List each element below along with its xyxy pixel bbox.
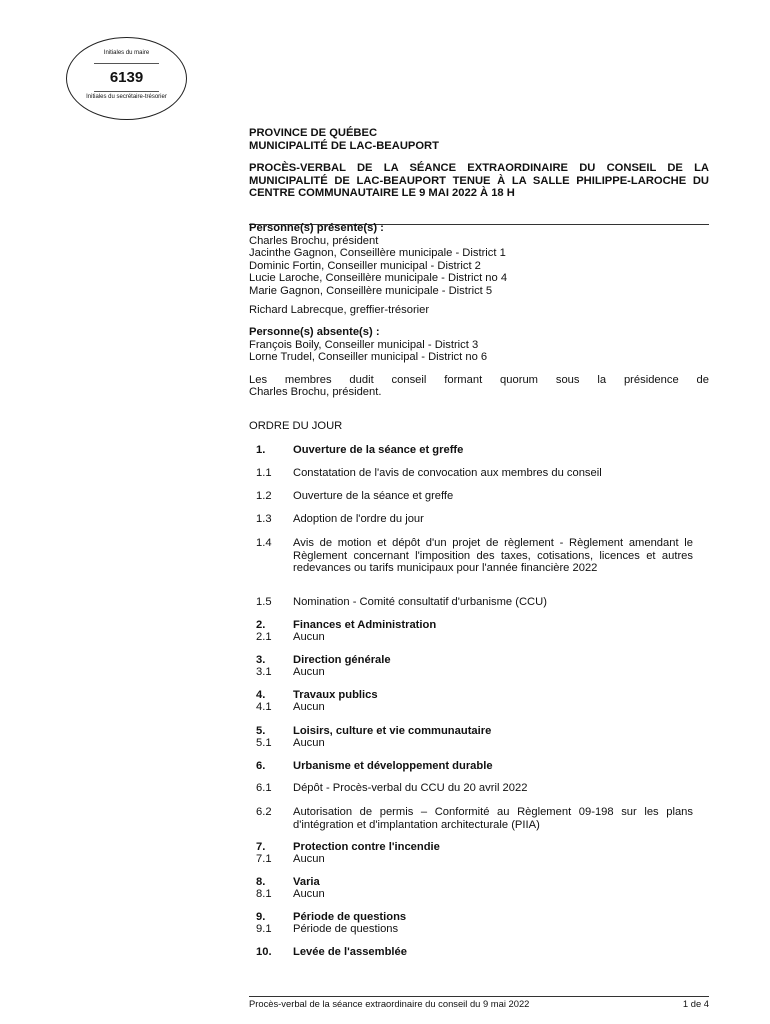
seal-secretary-label: Initiales du secrétaire-trésorier (86, 94, 167, 100)
agenda-item-text: Levée de l'assemblée (293, 946, 407, 958)
agenda-item-number: 9. (256, 911, 266, 923)
municipality-heading: MUNICIPALITÉ DE LAC-BEAUPORT (249, 139, 439, 152)
agenda-item-text: Dépôt - Procès-verbal du CCU du 20 avril 2022 (293, 782, 528, 794)
agenda-item-number: 7.1 (256, 853, 272, 865)
absent-section (249, 326, 709, 364)
agenda-item-number: 5.1 (256, 737, 272, 749)
agenda-item-text: Période de questions (293, 923, 399, 935)
seal-mayor-label: Initiales du maire (103, 50, 150, 56)
present-member: Marie Gagnon, Conseillère municipale - District 5 (249, 284, 493, 297)
initials-seal (66, 37, 187, 120)
agenda-item-text: Aucun (293, 666, 325, 678)
present-section (249, 222, 709, 298)
agenda-item-number: 6.1 (256, 782, 272, 794)
agenda-item-text: Aucun (293, 701, 325, 713)
seal-divider (94, 91, 159, 92)
agenda-item-number: 2.1 (256, 631, 272, 643)
agenda-item-number: 5. (256, 725, 266, 737)
document-header (249, 127, 709, 152)
agenda-item-number: 8. (256, 876, 266, 888)
agenda-item-text: Aucun (293, 853, 325, 865)
footer-page-count: 1 de 4 (682, 998, 709, 1009)
agenda-item-number: 1.1 (256, 467, 272, 479)
present-member: Charles Brochu, président (249, 234, 379, 247)
agenda-item-text: Adoption de l'ordre du jour (293, 513, 424, 525)
agenda-item-number: 9.1 (256, 923, 272, 935)
agenda-item-text: Urbanisme et développement durable (293, 760, 493, 772)
agenda-item-number: 6. (256, 760, 266, 772)
agenda-item-text: Autorisation de permis – Conformité au Règlement 09-198 sur les plans d'intégration et d'implantation architecturale (PIIA) (293, 806, 693, 831)
agenda-item-number: 6.2 (256, 806, 272, 818)
present-member: Dominic Fortin, Conseiller municipal - District 2 (249, 259, 481, 272)
agenda-item-number: 1.3 (256, 513, 272, 525)
agenda-item-text: Varia (293, 876, 320, 888)
agenda-item-number: 1.2 (256, 490, 272, 502)
agenda-item-text: Constatation de l'avis de convocation aux membres du conseil (293, 467, 602, 479)
agenda-item-text: Ouverture de la séance et greffe (293, 490, 454, 502)
agenda-item-text: Période de questions (293, 911, 407, 923)
seal-divider (94, 63, 159, 64)
absent-member: Lorne Trudel, Conseiller municipal - District no 6 (249, 351, 488, 364)
footer-document-title: Procès-verbal de la séance extraordinaire du conseil du 9 mai 2022 (249, 998, 530, 1009)
agenda-item-text: Avis de motion et dépôt d'un projet de règlement - Règlement amendant le Règlement concernant l'imposition des taxes, cotisations, licences et autres redevances ou tarifs municipaux pour l'année financière 2022 (293, 537, 693, 575)
agenda-item-number: 1.5 (256, 596, 272, 608)
agenda-heading: ORDRE DU JOUR (249, 420, 343, 432)
agenda-item-number: 10. (256, 946, 272, 958)
agenda-item-number: 3.1 (256, 666, 272, 678)
agenda-item-number: 1.4 (256, 537, 272, 549)
agenda-item-number: 1. (256, 444, 266, 456)
agenda-item-text: Ouverture de la séance et greffe (293, 444, 464, 456)
agenda-item-text: Loisirs, culture et vie communautaire (293, 725, 492, 737)
agenda-item-text: Protection contre l'incendie (293, 841, 440, 853)
agenda-item-text: Nomination - Comité consultatif d'urbanisme (CCU) (293, 596, 547, 608)
agenda-item-text: Finances et Administration (293, 619, 437, 631)
agenda-item-text: Aucun (293, 737, 325, 749)
province-heading: PROVINCE DE QUÉBEC (249, 127, 378, 139)
clerk-line: Richard Labrecque, greffier-trésorier (249, 304, 430, 316)
quorum-line: Charles Brochu, président. (249, 386, 382, 398)
page-number-stamp: 6139 (109, 69, 144, 86)
agenda-item-number: 4.1 (256, 701, 272, 713)
absent-heading: Personne(s) absente(s) : (249, 326, 380, 338)
agenda-item-text: Aucun (293, 631, 325, 643)
present-member: Jacinthe Gagnon, Conseillère municipale - District 1 (249, 247, 506, 260)
quorum-line: Les membres dudit conseil formant quorum sous la présidence de (249, 374, 709, 386)
document-title: PROCÈS-VERBAL DE LA SÉANCE EXTRAORDINAIRE DU CONSEIL DE LA MUNICIPALITÉ DE LAC-BEAUPORT TENUE À LA SALLE PHILIPPE-LAROCHE DU CENTRE COMMUNAUTAIRE LE 9 MAI 2022 À 18 H (249, 162, 709, 200)
present-heading: Personne(s) présente(s) : (249, 222, 384, 234)
agenda-item-number: 2. (256, 619, 266, 631)
footer-divider (249, 996, 709, 997)
agenda-item-text: Travaux publics (293, 689, 378, 701)
absent-member: François Boily, Conseiller municipal - District 3 (249, 338, 479, 351)
agenda-item-text: Aucun (293, 888, 325, 900)
agenda-item-number: 3. (256, 654, 266, 666)
agenda-item-number: 7. (256, 841, 266, 853)
agenda-item-text: Direction générale (293, 654, 391, 666)
agenda-item-number: 8.1 (256, 888, 272, 900)
agenda-item-number: 4. (256, 689, 266, 701)
present-member: Lucie Laroche, Conseillère municipale - District no 4 (249, 272, 508, 285)
